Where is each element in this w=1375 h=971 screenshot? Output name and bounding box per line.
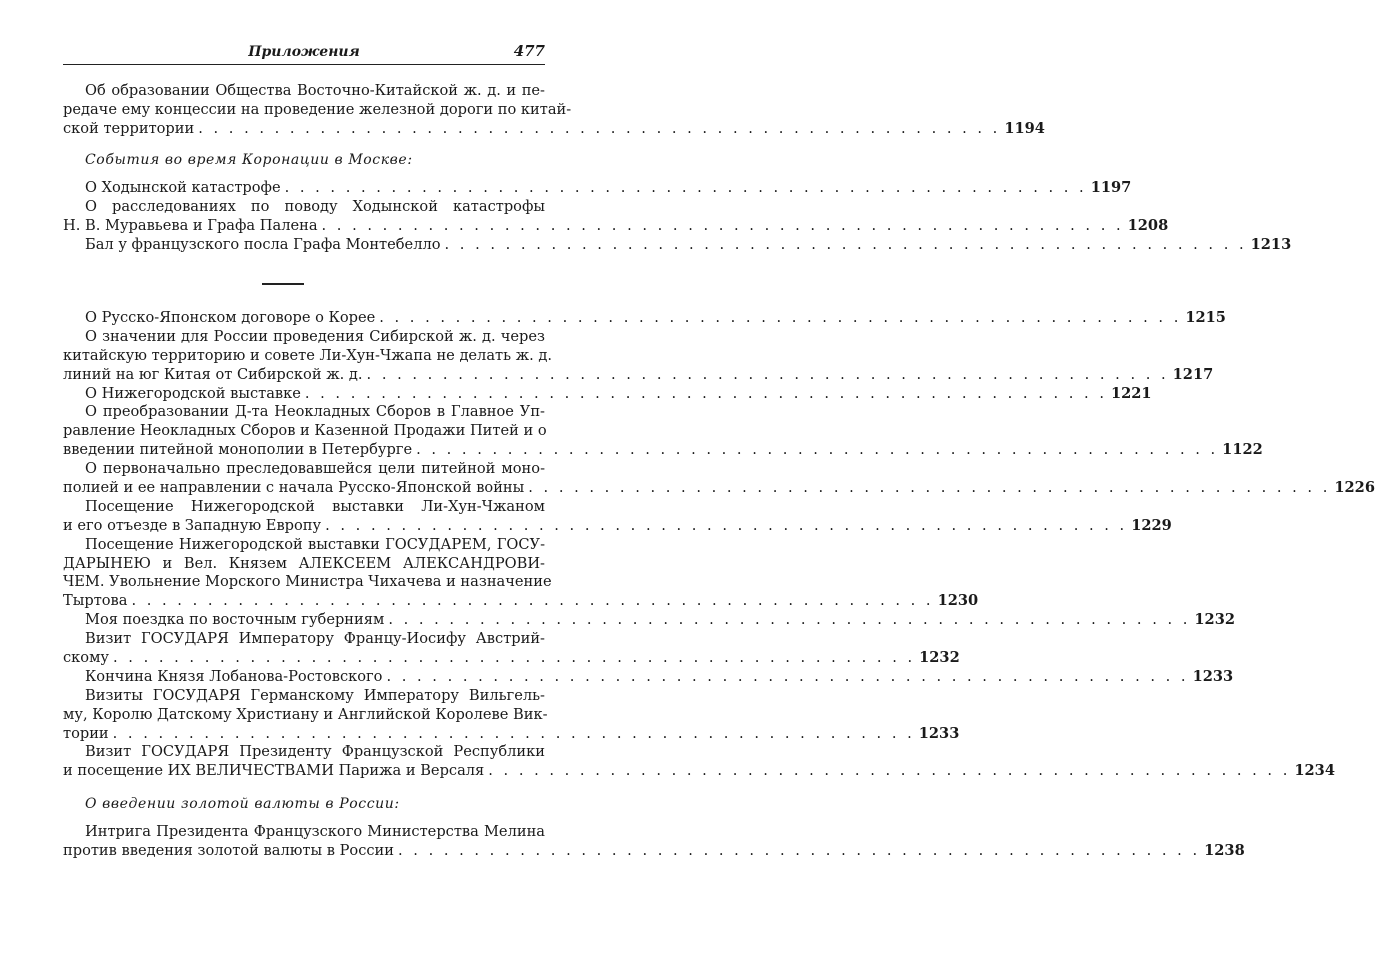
dot-leader: [524, 479, 1334, 498]
entry-text-line: Визит ГОСУДАРЯ Императору Францу-Иосифу Австрий-: [85, 630, 545, 648]
entry-text-line: Посещение Нижегородской выставки ГОСУДАРЕМ, ГОСУ-: [85, 535, 545, 553]
entry-text-line: и посещение ИХ ВЕЛИЧЕСТВАМИ Парижа и Версаля: [63, 762, 485, 780]
toc-section-gold-currency: [63, 794, 1245, 861]
entry-text-line: ской территории: [63, 119, 195, 137]
running-header: [63, 40, 545, 65]
toc-entry: [63, 460, 1375, 498]
entry-page-number: 1229: [1131, 516, 1172, 534]
entry-last-line: [63, 441, 1263, 460]
entry-last-line: [63, 724, 960, 744]
dot-leader: [484, 762, 1294, 781]
page-number: 477: [513, 42, 545, 60]
dot-leader: [384, 611, 1194, 630]
entry-text-line: Моя поездка по восточным губерниям: [85, 611, 385, 629]
entry-text-line: полией и ее направлении с начала Русско-Японской войны: [63, 479, 525, 497]
entry-page-number: 1221: [1110, 384, 1152, 402]
entry-text-line: введении питейной монополии в Петербурге: [63, 441, 413, 459]
entry-page-number: 1233: [918, 724, 960, 742]
entry-last-line: [63, 592, 979, 611]
dot-leader: [109, 649, 919, 668]
entry-text-line: О Ходынской катастрофе: [85, 179, 281, 196]
entry-page-number: 1197: [1090, 179, 1132, 196]
entry-text-line: О первоначально преследовавшейся цели питейной моно-: [85, 460, 545, 478]
entry-last-line: [63, 479, 1375, 498]
entry-last-line: [63, 516, 1172, 536]
dot-leader: [109, 725, 919, 744]
toc-entry: [63, 179, 1132, 198]
entry-text-line: тории: [63, 724, 109, 742]
toc-entry: [63, 82, 1045, 139]
dot-leader: [441, 236, 1251, 255]
toc-block-intro: [63, 82, 1045, 139]
toc-entry: [63, 611, 1236, 630]
toc-entry: [63, 823, 1245, 861]
entry-text-line: О расследованиях по поводу Ходынской катастрофы: [85, 197, 545, 215]
entry-last-line: [63, 216, 1169, 236]
entry-last-line: [63, 119, 1045, 139]
entry-last-line: [63, 649, 960, 668]
toc-entry: [63, 743, 1335, 781]
entry-text-line: против введения золотой валюты в России: [63, 841, 395, 859]
entry-page-number: 1230: [937, 592, 979, 610]
dot-leader: [363, 366, 1173, 385]
entry-text-line: Тыртова: [63, 592, 128, 610]
dot-leader: [318, 217, 1128, 236]
entry-text-line: Бал у французского посла Графа Монтебелло: [85, 235, 441, 253]
dot-leader: [321, 517, 1131, 536]
dot-leader: [412, 441, 1222, 460]
section-heading: События во время Коронации в Москве:: [85, 152, 413, 168]
entry-text-line: Интрига Президента Французского Министерства Мелина: [85, 823, 545, 840]
toc-entry: [63, 535, 979, 612]
entry-text-line: ЧЕМ. Увольнение Морского Министра Чихачева и назначение: [63, 573, 552, 591]
toc-entry: [63, 667, 1234, 687]
toc-entry: [63, 197, 1169, 236]
entry-text-line: Н. В. Муравьева и Графа Палена: [63, 216, 318, 234]
entry-page-number: 1208: [1127, 216, 1169, 234]
entry-page-number: 1213: [1250, 235, 1292, 253]
entry-text-line: му, Королю Датскому Христиану и Английской Королеве Вик-: [63, 705, 548, 723]
entry-page-number: 1215: [1185, 309, 1226, 326]
section-heading: О введении золотой валюты в России:: [85, 796, 400, 812]
entry-last-line: [63, 667, 1234, 687]
dot-leader: [394, 842, 1204, 861]
entry-last-line: [63, 309, 1226, 328]
entry-text-line: Кончина Князя Лобанова-Ростовского: [85, 667, 383, 685]
entry-text-line: О преобразовании Д-та Неокладных Сборов в Главное Уп-: [85, 403, 545, 421]
entry-text-line: Об образовании Общества Восточно-Китайской ж. д. и пе-: [85, 82, 545, 99]
entry-text-line: линий на юг Китая от Сибирской ж. д.: [63, 365, 363, 383]
entry-page-number: 1232: [919, 649, 960, 667]
entry-last-line: [63, 611, 1236, 630]
entry-last-line: [63, 841, 1245, 861]
entry-page-number: 1122: [1222, 441, 1263, 459]
entry-page-number: 1233: [1192, 667, 1234, 685]
entry-text-line: Визит ГОСУДАРЯ Президенту Французской Республики: [85, 743, 545, 761]
entry-page-number: 1226: [1334, 479, 1375, 497]
entry-page-number: 1194: [1004, 119, 1045, 137]
entry-page-number: 1234: [1294, 762, 1335, 780]
entry-text-line: Визиты ГОСУДАРЯ Германскому Императору Вильгель-: [85, 686, 545, 704]
toc-entry: [63, 384, 1152, 404]
toc-entry: [63, 630, 960, 668]
dot-leader: [127, 592, 937, 611]
entry-text-line: китайскую территорию и совете Ли-Хун-Чжапа не делать ж. д.: [63, 346, 553, 364]
entry-text-line: и его отъезде в Западную Европу: [63, 516, 322, 534]
entry-last-line: [63, 235, 1292, 255]
entry-text-line: редаче ему концессии на проведение железной дороги по китай-: [63, 100, 572, 118]
toc-section-coronation: [63, 150, 1292, 255]
toc-entry: [63, 309, 1226, 328]
dot-leader: [194, 120, 1004, 139]
toc-entry: [63, 327, 1214, 385]
toc-entry: [63, 235, 1292, 255]
toc-entry: [63, 686, 960, 744]
entry-text-line: Посещение Нижегородской выставки Ли-Хун-Чжаном: [85, 497, 545, 515]
dot-leader: [375, 309, 1185, 328]
entry-last-line: [63, 179, 1132, 198]
entry-text-line: О Нижегородской выставке: [85, 384, 301, 402]
entry-page-number: 1238: [1204, 841, 1245, 859]
dot-leader: [382, 668, 1192, 687]
toc-entry: [63, 497, 1172, 536]
entry-text-line: О значении для России проведения Сибирской ж. д. через: [85, 327, 545, 345]
dot-leader: [301, 385, 1111, 404]
entry-page-number: 1217: [1172, 365, 1214, 383]
entry-last-line: [63, 384, 1152, 404]
running-header-title: Приложения: [248, 44, 360, 60]
toc-entry: [63, 403, 1263, 460]
section-divider: [262, 283, 304, 285]
entry-text-line: ДАРЫНЕЮ и Вел. Князем АЛЕКСЕЕМ АЛЕКСАНДРОВИ-: [63, 554, 545, 572]
entry-last-line: [63, 365, 1214, 385]
dot-leader: [281, 179, 1091, 198]
entry-page-number: 1232: [1194, 611, 1236, 629]
entry-text-line: скому: [63, 649, 110, 667]
entry-text-line: равление Неокладных Сборов и Казенной Продажи Питей и о: [63, 422, 547, 440]
toc-block-main: [63, 309, 1375, 781]
entry-text-line: О Русско-Японском договоре о Корее: [85, 309, 376, 326]
entry-last-line: [63, 762, 1335, 781]
